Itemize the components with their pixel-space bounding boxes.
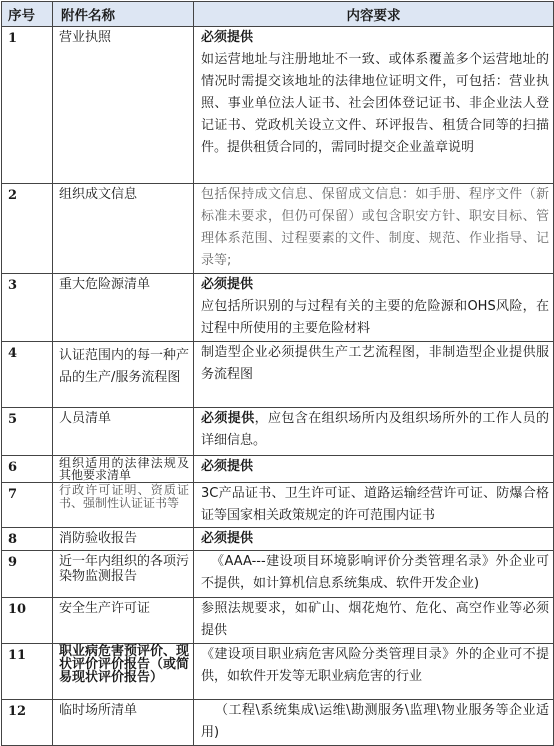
requirement-detail: （工程\系统集成\运维\勘测服务\监理\物业服务等企业适用) xyxy=(201,703,549,740)
table-row xyxy=(2,644,554,700)
requirement-detail: 《建设项目职业病危害风险分类管理目录》外的企业可不提供，如软件开发等无职业病危害的行业 xyxy=(201,647,549,684)
row-number: 8 xyxy=(2,528,53,551)
header-serial-number: 序号 xyxy=(2,2,53,27)
table-body xyxy=(2,27,554,746)
row-number: 5 xyxy=(2,408,53,456)
attachment-name: 消防验收报告 xyxy=(53,528,194,551)
attachment-name: 人员清单 xyxy=(53,408,194,456)
requirement-text xyxy=(194,483,554,528)
requirement-mandatory-label: 必须提供 xyxy=(201,30,254,45)
requirement-detail: 包括保持成文信息、保留成文信息：如手册、程序文件（新标准未要求，但仍可保留）或包含职安方针、职安目标、管理体系范围、过程要素的文件、制度、规范、作业指导、记录等; xyxy=(201,187,549,268)
table-row xyxy=(2,342,554,408)
row-number: 9 xyxy=(2,551,53,598)
requirement-text xyxy=(194,598,554,644)
requirement-detail: 3C产品证书、卫生许可证、道路运输经营许可证、防爆合格证等国家相关政策规定的许可范围内证书 xyxy=(201,486,549,523)
row-number: 12 xyxy=(2,700,53,746)
requirement-text xyxy=(194,184,554,274)
table-row xyxy=(2,274,554,342)
table-row xyxy=(2,483,554,528)
requirement-detail: 制造型企业必须提供生产工艺流程图，非制造型企业提供服务流程图 xyxy=(201,345,549,382)
attachment-name: 组织成文信息 xyxy=(53,184,194,274)
attachment-name: 营业执照 xyxy=(53,27,194,184)
requirement-mandatory-label: 必须提供 xyxy=(201,277,254,292)
requirement-text xyxy=(194,644,554,700)
table-row xyxy=(2,700,554,746)
requirement-text xyxy=(194,456,554,483)
row-number: 2 xyxy=(2,184,53,274)
row-number: 11 xyxy=(2,644,53,700)
requirement-mandatory-label: 必须提供 xyxy=(201,459,254,474)
requirement-text xyxy=(194,551,554,598)
row-number: 7 xyxy=(2,483,53,528)
attachment-name: 临时场所清单 xyxy=(53,700,194,746)
row-number: 3 xyxy=(2,274,53,342)
attachment-requirements-table xyxy=(1,1,554,746)
table-row xyxy=(2,551,554,598)
requirement-text xyxy=(194,408,554,456)
table-row xyxy=(2,598,554,644)
attachment-name: 组织适用的法律法规及其他要求清单 xyxy=(53,456,194,483)
requirement-text xyxy=(194,528,554,551)
table-row xyxy=(2,27,554,184)
requirement-text xyxy=(194,274,554,342)
attachment-name: 职业病危害预评价、现状评价评价报告（或简易现状评价报告） xyxy=(53,644,194,700)
row-number: 4 xyxy=(2,342,53,408)
table-row xyxy=(2,528,554,551)
requirement-detail: ，应包含在组织场所内及组织场所外的工作人员的详细信息。 xyxy=(201,411,549,448)
attachment-table-container xyxy=(1,1,553,746)
header-content-requirements: 内容要求 xyxy=(194,2,554,27)
table-row xyxy=(2,456,554,483)
table-header-row xyxy=(2,2,554,27)
attachment-name: 行政许可证明、资质证书、强制性认证证书等 xyxy=(53,483,194,528)
attachment-name: 安全生产许可证 xyxy=(53,598,194,644)
header-attachment-name: 附件名称 xyxy=(53,2,194,27)
row-number: 1 xyxy=(2,27,53,184)
requirement-text xyxy=(194,342,554,408)
row-number: 10 xyxy=(2,598,53,644)
requirement-mandatory-label: 必须提供 xyxy=(201,531,254,546)
table-row xyxy=(2,408,554,456)
requirement-detail: 应包括所识别的与过程有关的主要的危险源和OHS风险，在过程中所使用的主要危险材料 xyxy=(201,299,549,336)
attachment-name: 重大危险源清单 xyxy=(53,274,194,342)
table-row xyxy=(2,184,554,274)
requirement-text xyxy=(194,27,554,184)
requirement-detail: 参照法规要求，如矿山、烟花炮竹、危化、高空作业等必须提供 xyxy=(201,601,549,638)
attachment-name: 近一年内组织的各项污染物监测报告 xyxy=(53,551,194,598)
requirement-text xyxy=(194,700,554,746)
attachment-name: 认证范围内的每一种产品的生产/服务流程图 xyxy=(53,342,194,408)
requirement-mandatory-label: 必须提供 xyxy=(201,411,255,426)
row-number: 6 xyxy=(2,456,53,483)
requirement-detail: 如运营地址与注册地址不一致、或体系覆盖多个运营地址的情况时需提交该地址的法律地位证明文件，可包括：营业执照、事业单位法人证书、社会团体登记证书、非企业法人登记证书、党政机关设立文件、环评报告、租赁合同等的扫描件。提供租赁合同的，需同时提交企业盖章说明 xyxy=(201,52,549,155)
requirement-detail: 《AAA---建设项目环境影响评价分类管理名录》外企业可不提供，如计算机信息系统集成、软件开发企业) xyxy=(201,554,549,591)
